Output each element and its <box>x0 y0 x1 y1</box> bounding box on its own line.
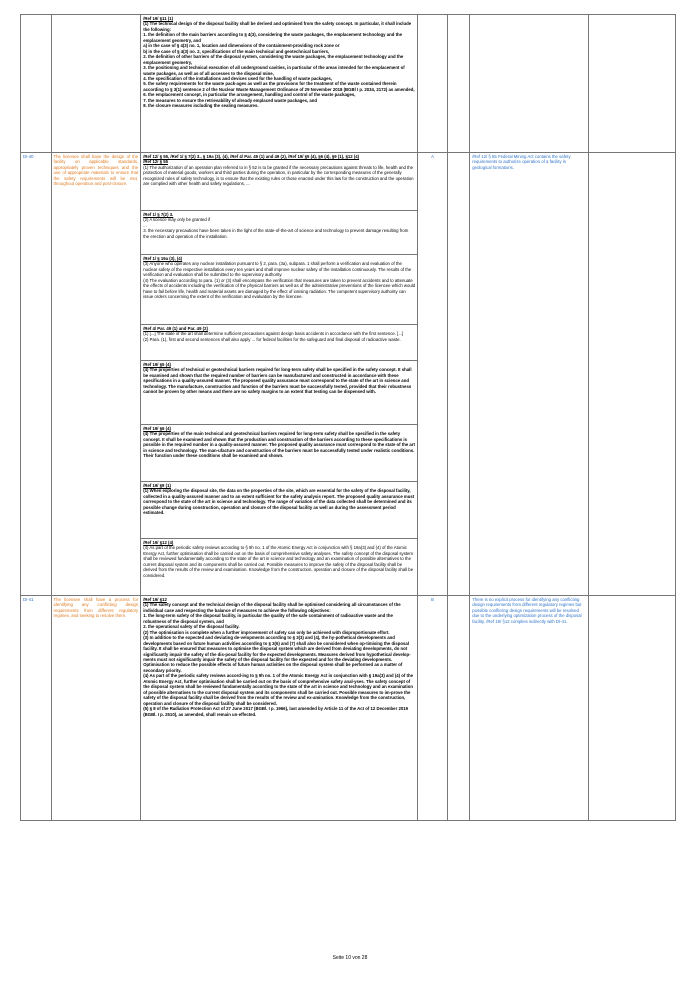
regulation-cell <box>141 211 418 255</box>
reference-link: /Ref 19/ §5 (4) <box>143 362 171 367</box>
reference-link: /Ref 19/ §9 (1) <box>143 483 171 488</box>
regulation-text: 7. the measures to ensure the retrievability of already emplaced waste packages, and <box>143 97 318 103</box>
requirement-text <box>51 15 141 153</box>
regulation-cell <box>141 255 418 325</box>
regulation-text: 2. the definition of other barriers of the disposal system, considering the waste packages, the emplacement technology and the emplacement geometry, <box>143 54 404 65</box>
requirement-text: The licensee shall have a process for identifying any conflicting design requirements from different regulatory regimes, and seeking to resolve them. <box>51 596 141 821</box>
regulation-cell <box>141 539 418 596</box>
table-row <box>21 15 676 153</box>
regulation-text: a) in the case of § 4(3) no. 1, location and dimensions of the containment-providing rock zone or <box>143 43 340 49</box>
regulation-text: 5. the safety requirements for the waste pack-ages as well as the provisions for the treatment of the waste contained therein according to § 3(1) sentence 2 of the Nuclear Waste Management Ordinance of 29 November 2018 (BGBl I p. 2034, 2172) as amended, <box>143 81 415 92</box>
reference-link: /Ref 1/ § 7(2) 3. <box>143 212 174 217</box>
reference-link: /Ref 19/ §12 (4) <box>143 540 174 545</box>
regulation-cell <box>141 153 418 211</box>
regulation-text: (1) The technical design of the disposal facility shall be derived and optimised from the safety concept. In particular, it shall include the following: <box>143 21 412 32</box>
regulation-text: (4) The evaluation according to para. (1) or (3) shall encompass the verification that measures are taken to prevent accidents and to attenuate the effects of accidents including the verification of the physical barriers as well as of the administrative preventions of the licencee which would have to fail before life, health and material assets are damaged by the effect of ionising radiation. The competent supervisory authority can issue orders concerning the extent of the verification and evaluation by the licencee. <box>143 277 416 300</box>
empty-cell <box>589 596 676 821</box>
regulation-text: ... <box>143 222 147 228</box>
row-id: DI-41 <box>21 596 52 821</box>
page-number: Seite 10 von 28 <box>332 955 368 961</box>
empty-cell <box>447 153 469 596</box>
regulation-text: (4) As part of the periodic safety reviews according to § 9h no. 1 of the Atomic Energy Act in conjunction with § 19a(3) and (4) of the Atomic Energy Act, further optimisation shall be carried out on the basis of comprehensive safety analyses. The safety concept of the disposal system shall be reviewed fundamentally according to the state of the art in science and technology and an examination of possible alternatives to the current disposal system and its components shall be carried out. Possible measures to improve the safety of the disposal facility shall be derived from the results of the review and examination. Knowledge from the construction, operation and closure of the disposal facility shall be considered. <box>143 545 414 578</box>
reference-link: /Ref 19/ §12 <box>143 597 167 602</box>
regulation-text: 4. the specification of the installations and devices used for the handling of waste packages, <box>143 75 333 81</box>
category-cell <box>418 15 448 153</box>
comment-cell: /Ref 12/ § 55 Federal Mining Act contains the safety requirements to authorize operation of a facility in geological formations. <box>470 153 589 596</box>
regulation-cell <box>141 325 418 361</box>
row-id <box>21 15 52 153</box>
regulation-text: (4) As part of the periodic safety reviews accord-ing to § 9h no. 1 of the Atomic Energy Act in conjunction with § 19a(3) and (4) of the Atomic Energy Act, further optimisation shall be carried out on the basis of comprehensive safety anal-yses. The safety concept of the disposal system shall be reviewed fundamentally according to the state of the art in science and technology and an examination of possible alternatives to the current disposal system and its components shall be carried out. Possible measures to im-prove the safety of the disposal facility shall be derived from the results of the review and ex-amination. Knowledge from the construction, operation and closure of the disposal facility shall be considered. <box>143 673 414 706</box>
regulation-text: (1) The safety concept and the technical design of the disposal facility shall be optimised considering all circumstances of the individual case and respecting the balance of measures to achieve the following objectives: <box>143 602 401 613</box>
regulation-text: 2. the operational safety of the disposal facility. <box>143 624 240 630</box>
regulation-text: (2) The optimisation is complete when a further improvement of safety can only be achieved with disproportionate effort. <box>143 629 390 635</box>
regulation-cell <box>141 361 418 425</box>
regulation-text: (1) [...] The state of the art shall determine sufficient precautions against design basis accidents in accordance with the first sentence. [...] <box>143 331 404 337</box>
reference-link: /Ref 19/ §11 (1) <box>143 16 174 21</box>
regulation-text: (3) In addition to the expected and deviating de-velopments according to § 3(3) and (4), the hy-pothetical developments and developments based on future human activities according to § 3(6) and (7) shall also be considered when op-timising the disposal facility. It shall be ensured that measures to optimise the disposal system which are derived from deviating developments, do not significantly impair the safety of the dis-posal facility for the expected developments. Measures derived from hypothetical develop-ments must not significantly impair the safety of the disposal facility for the expected and for the deviating developments. Optimisation to reduce the possible effects of future human activities on the disposal system shall be performed as a matter of secondary priority. <box>143 635 411 673</box>
category-cell: B <box>418 596 448 821</box>
regulation-cell <box>141 482 418 539</box>
regulation-text: (4) The properties of technical or geotechnical barriers required for long-term safety shall be specified in the safety concept. It shall be examined and shown that the required number of barriers can be manufactured and constructed in accordance with these specifications in a quality-assured manner. The proposed quality assurance must correspond to the state of the art in science and technology. The manufacture, construction and function of the barriers must be successfully tested, provided that their robustness cannot be proven by other means and there are no safety margins to an extent that testing can be dispensed with. <box>143 367 412 395</box>
regulation-text: (3) Anyone who operates any nuclear installation pursuant to § 2, para. (3a), subpara. 1 shall perform a verification and evaluation of the nuclear safety of the respective installation every ten years and shall improve nuclear safety of the installation continuously. The results of the verification and evaluation shall be submitted to the supervisory authority. <box>143 261 412 278</box>
requirement-text: The licensee shall base the design of the facility on applicable standards, appropriately proven techniques and the use of appropriate materials to ensure that the safety requirements will be met, throughout operation and post-closure. <box>51 153 141 596</box>
regulation-text: 1. the definition of the main barriers according to § 4(3), considering the waste packages, the emplacement technology and the emplacement geometry, and <box>143 32 403 43</box>
regulation-cell <box>141 15 418 153</box>
regulation-text: 6. the emplacement concept, in particular the arrangement, handling and control of the waste packages, <box>143 92 356 98</box>
regulation-text: (5) § 8 of the Radiation Protection Act of 27 June 2017 (BGBl. I p. 1966), last amended by Article 11 of the Act of 12 December 2019 (BGBl. I p. 2510), as amended, shall remain un-effected. <box>143 706 409 717</box>
regulation-text: b) in the case of § 4(3) no. 2, specifications of the main technical and geotechnical barriers, <box>143 48 330 54</box>
reference-link: /Ref 1/ § 19a (3), (4) <box>143 256 183 261</box>
empty-cell <box>447 15 469 153</box>
regulation-cell <box>141 425 418 482</box>
compliance-table <box>20 14 676 821</box>
regulation-text: 3. the necessary precautions have been taken in the light of the state-of-the-art of science and technology to prevent damage resulting from the erection and operation of the installation. <box>143 228 409 239</box>
table-row <box>21 153 676 211</box>
reference-link: /Ref 4/ Par. 49 (1) and Par. 49 (2) <box>143 326 208 331</box>
row-id: DI-40 <box>21 153 52 596</box>
comment-cell <box>470 15 589 153</box>
empty-cell <box>589 153 676 596</box>
regulation-text: (2) A licence may only be granted if <box>143 217 211 223</box>
regulation-text: (4) The properties of the main technical and geotechnical barriers required for long-term safety shall be specified in the safety concept. It shall be examined and shown that the production and construction of the barriers according to these specifications is possible in the required number in a quality-assured manner. The proposed quality assurance must correspond to the state of the art in science and technology. The man-ufacture and construction of the barriers must be successfully tested under realistic conditions. Their function under these conditions shall be examined and shown. <box>143 431 415 459</box>
empty-cell <box>447 596 469 821</box>
reference-link: /Ref 19/ §6 (4) <box>143 426 171 431</box>
table-row <box>21 596 676 821</box>
regulation-text: (2) Para. (1), first and second sentences shall also apply ... for federal facilities for the safeguard and final disposal of radioactive waste. <box>143 336 401 342</box>
reference-link: /Ref 12/ § 55, /Ref 1/ § 7(2) 3., § 19a (3), (4), /Ref 4/ Par. 49 (1) and 49 (2), /Ref 19/ §5 (4), §6 (4), §9 (1), §12 (4) <box>143 154 360 159</box>
category-cell: A <box>418 153 448 596</box>
regulation-text: 3. the positioning and technical execution of all underground cavities, in particular of the areas intended for the emplacement of waste packages, as well as of all accesses to the disposal mine, <box>143 65 405 76</box>
regulation-text: 1. the long-term safety of the disposal facility, in particular the quality of the safe containment of radioactive waste and the robustness of the disposal system, and <box>143 613 393 624</box>
regulation-cell <box>141 596 418 821</box>
regulation-text: 8. the closure measures including the sealing measures. <box>143 103 259 109</box>
comment-cell: There is no explicit process for identifying any conflicting design requirements from different regulatory regimes but possible conflicting design requirements will be resolved due to the underlying optimization process of the disposal facility. /Ref 19/ §12 complies indirectly with DI-41. <box>470 596 589 821</box>
regulation-text: (1) When exploring the disposal site, the data on the properties of the site, which are essential for the safety of the disposal facility, collected in a quality-assured manner and to an extent sufficient for the safety analysis report. The proposed quality assurance must correspond to the state of the art in science and technology. The range of variation of the data collected shall be determined and its possible change during construction, operation and closure of the disposal facility as well as during the assessment period estimated. <box>143 488 415 516</box>
reference-link: /Ref 12/ § 55 <box>143 159 169 165</box>
empty-cell <box>589 15 676 153</box>
regulation-text: (1) The authorization of an operation plan referred to in § 52 is to be granted if the necessary precautions against threats to life, health and the protection of material goods, workers and third parties during the operation, in particular by the corresponding measures of the generally recognized rules of safety technology, is to ensure that the existing rules or those enacted under this law for the construction and the operation are complied with other health and safety regulations, ... <box>143 164 414 187</box>
